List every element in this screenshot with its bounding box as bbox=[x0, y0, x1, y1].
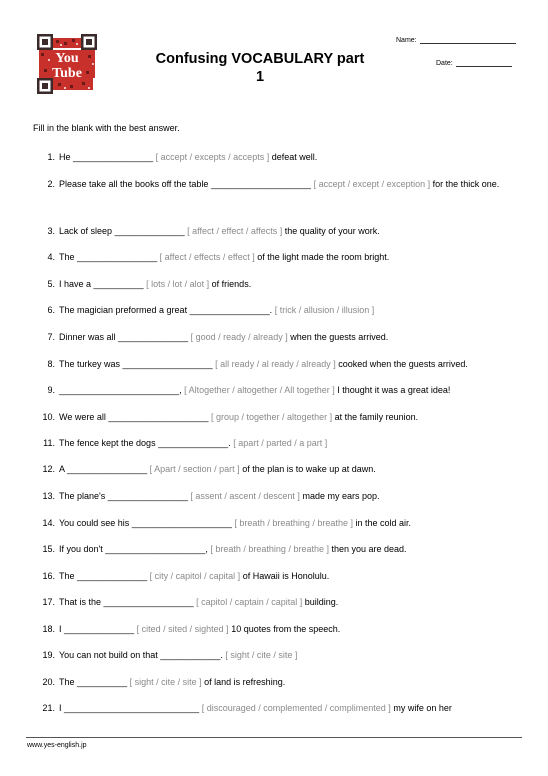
question-number: 7. bbox=[47, 332, 55, 342]
answer-blank[interactable]: ____________________, bbox=[105, 544, 208, 554]
title-line-2: 1 bbox=[255, 69, 265, 85]
question-number: 5. bbox=[47, 279, 55, 289]
question-text bbox=[59, 407, 511, 428]
question-text bbox=[59, 513, 511, 534]
question-prompt: He bbox=[59, 152, 71, 162]
answer-blank[interactable]: ______________. bbox=[158, 438, 231, 448]
question-text bbox=[59, 539, 511, 560]
answer-options: [ breath / breathing / breathe ] bbox=[210, 544, 329, 554]
question-prompt: The plane's bbox=[59, 491, 106, 501]
question-text bbox=[59, 698, 511, 719]
logo-text-top: You bbox=[55, 51, 79, 66]
answer-options: [ apart / parted / a part ] bbox=[233, 438, 328, 448]
question-text bbox=[59, 174, 511, 195]
question-prompt: The magician preformed a great bbox=[59, 305, 188, 315]
answer-options: [ group / together / altogether ] bbox=[211, 412, 333, 422]
answer-blank[interactable]: ______________ bbox=[114, 226, 185, 236]
question-prompt: A bbox=[59, 464, 65, 474]
date-field[interactable] bbox=[436, 60, 512, 67]
answer-blank[interactable]: ________________ bbox=[77, 252, 158, 262]
answer-options: [ affect / effect / affects ] bbox=[187, 226, 283, 236]
question-text bbox=[59, 147, 511, 168]
question-text bbox=[59, 645, 511, 666]
answer-options: [ Altogether / altogether / All together ] bbox=[184, 385, 335, 395]
question-ending: of the light made the room bright. bbox=[257, 252, 390, 262]
answer-options: [ sight / cite / site ] bbox=[129, 677, 202, 687]
question-ending: in the cold air. bbox=[355, 518, 412, 528]
answer-blank[interactable]: __________ bbox=[77, 677, 128, 687]
question-text bbox=[59, 247, 511, 268]
question-number: 6. bbox=[47, 305, 55, 315]
answer-options: [ trick / allusion / illusion ] bbox=[274, 305, 375, 315]
footer-divider bbox=[26, 737, 522, 738]
answer-options: [ capitol / captain / capital ] bbox=[196, 597, 303, 607]
question-prompt: I bbox=[59, 624, 62, 634]
answer-options: [ Apart / section / part ] bbox=[149, 464, 240, 474]
question-ending: building. bbox=[304, 597, 339, 607]
question-prompt: The turkey was bbox=[59, 359, 121, 369]
name-label: Name: bbox=[396, 37, 417, 44]
question-number: 16. bbox=[42, 571, 55, 581]
answer-options: [ sight / cite / site ] bbox=[225, 650, 298, 660]
answer-options: [ affect / effects / effect ] bbox=[159, 252, 255, 262]
question-ending: 10 quotes from the speech. bbox=[231, 624, 341, 634]
title-line-1: Confusing VOCABULARY part bbox=[155, 51, 365, 67]
question-prompt: Dinner was all bbox=[59, 332, 116, 342]
logo-text-bottom: Tube bbox=[52, 66, 82, 81]
question-prompt: I bbox=[59, 703, 62, 713]
question-ending: then you are dead. bbox=[331, 544, 407, 554]
question-number: 8. bbox=[47, 359, 55, 369]
answer-blank[interactable]: ________________________, bbox=[59, 385, 182, 395]
answer-blank[interactable]: ____________________ bbox=[108, 412, 209, 422]
answer-options: [ accept / except / exception ] bbox=[313, 179, 431, 189]
answer-options: [ cited / sited / sighted ] bbox=[136, 624, 229, 634]
question-text bbox=[59, 566, 511, 587]
worksheet-title bbox=[150, 50, 370, 86]
question-ending: made my ears pop. bbox=[302, 491, 380, 501]
answer-options: [ city / capitol / capital ] bbox=[149, 571, 241, 581]
question-number: 9. bbox=[47, 385, 55, 395]
question-ending: when the guests arrived. bbox=[290, 332, 389, 342]
question-ending: at the family reunion. bbox=[334, 412, 419, 422]
question-prompt: The fence kept the dogs bbox=[59, 438, 156, 448]
question-number: 17. bbox=[42, 597, 55, 607]
name-field[interactable] bbox=[396, 37, 516, 44]
question-prompt: You can not build on that bbox=[59, 650, 158, 660]
answer-blank[interactable]: ________________ bbox=[67, 464, 148, 474]
question-text bbox=[59, 300, 511, 321]
question-ending: the quality of your work. bbox=[284, 226, 380, 236]
answer-blank[interactable]: ______________ bbox=[64, 624, 135, 634]
question-number: 3. bbox=[47, 226, 55, 236]
answer-options: [ all ready / al ready / already ] bbox=[215, 359, 336, 369]
question-ending: of friends. bbox=[211, 279, 252, 289]
question-ending: my wife on her bbox=[393, 703, 452, 713]
question-text bbox=[59, 274, 511, 295]
question-number: 2. bbox=[47, 179, 55, 189]
question-number: 18. bbox=[42, 624, 55, 634]
question-prompt: The bbox=[59, 252, 75, 262]
answer-blank[interactable]: ___________________________ bbox=[64, 703, 200, 713]
date-label: Date: bbox=[436, 60, 453, 67]
question-text bbox=[59, 433, 511, 454]
answer-options: [ breath / breathing / breathe ] bbox=[234, 518, 353, 528]
question-number: 11. bbox=[43, 438, 55, 448]
answer-blank[interactable]: ______________ bbox=[118, 332, 189, 342]
question-text bbox=[59, 221, 511, 242]
question-number: 4. bbox=[47, 252, 55, 262]
question-text bbox=[59, 459, 511, 480]
question-prompt: Lack of sleep bbox=[59, 226, 113, 236]
question-text bbox=[59, 380, 511, 401]
question-text bbox=[59, 354, 511, 375]
answer-blank[interactable]: ________________ bbox=[107, 491, 188, 501]
question-prompt: You could see his bbox=[59, 518, 130, 528]
question-number: 19. bbox=[42, 650, 55, 660]
question-number: 10. bbox=[42, 412, 55, 422]
question-text bbox=[59, 486, 511, 507]
answer-options: [ lots / lot / alot ] bbox=[146, 279, 210, 289]
question-text bbox=[59, 619, 511, 640]
question-ending: defeat well. bbox=[271, 152, 318, 162]
question-text bbox=[59, 672, 511, 693]
answer-blank[interactable]: ____________. bbox=[160, 650, 223, 660]
answer-blank[interactable]: ________________ bbox=[73, 152, 154, 162]
answer-blank[interactable]: __________________ bbox=[122, 359, 213, 369]
question-prompt: I have a bbox=[59, 279, 92, 289]
question-number: 14. bbox=[42, 518, 55, 528]
answer-blank[interactable]: ____________________ bbox=[131, 518, 232, 528]
question-prompt: Please take all the books off the table bbox=[59, 179, 209, 189]
qr-code-logo bbox=[36, 33, 98, 95]
question-ending: for the thick one. bbox=[432, 179, 500, 189]
question-ending: I thought it was a great idea! bbox=[337, 385, 451, 395]
question-number: 12. bbox=[42, 464, 55, 474]
question-prompt: We were all bbox=[59, 412, 106, 422]
question-text bbox=[59, 592, 511, 613]
question-ending: of the plan is to wake up at dawn. bbox=[242, 464, 376, 474]
question-prompt: If you don't bbox=[59, 544, 103, 554]
answer-options: [ accept / excepts / accepts ] bbox=[155, 152, 270, 162]
question-ending: of Hawaii is Honolulu. bbox=[242, 571, 330, 581]
question-ending: cooked when the guests arrived. bbox=[338, 359, 468, 369]
question-text bbox=[59, 327, 511, 348]
question-ending: of land is refreshing. bbox=[204, 677, 286, 687]
instructions: Fill in the blank with the best answer. bbox=[33, 123, 180, 133]
answer-blank[interactable]: ________________. bbox=[189, 305, 273, 315]
question-number: 20. bbox=[42, 677, 55, 687]
question-prompt: The bbox=[59, 571, 75, 581]
name-line[interactable] bbox=[420, 37, 516, 44]
footer-url: www.yes-english.jp bbox=[27, 742, 87, 749]
question-prompt: The bbox=[59, 677, 75, 687]
question-number: 15. bbox=[42, 544, 55, 554]
answer-blank[interactable]: ____________________ bbox=[210, 179, 312, 189]
answer-blank[interactable]: __________ bbox=[93, 279, 144, 289]
date-line[interactable] bbox=[456, 60, 512, 67]
answer-options: [ good / ready / already ] bbox=[190, 332, 288, 342]
question-number: 13. bbox=[42, 491, 55, 501]
question-number: 1. bbox=[47, 152, 55, 162]
answer-options: [ assent / ascent / descent ] bbox=[190, 491, 300, 501]
answer-blank[interactable]: ______________ bbox=[77, 571, 148, 581]
question-number: 21. bbox=[42, 703, 55, 713]
answer-options: [ discouraged / complemented / complimented ] bbox=[201, 703, 391, 713]
question-prompt: That is the bbox=[59, 597, 102, 607]
answer-blank[interactable]: __________________ bbox=[103, 597, 194, 607]
